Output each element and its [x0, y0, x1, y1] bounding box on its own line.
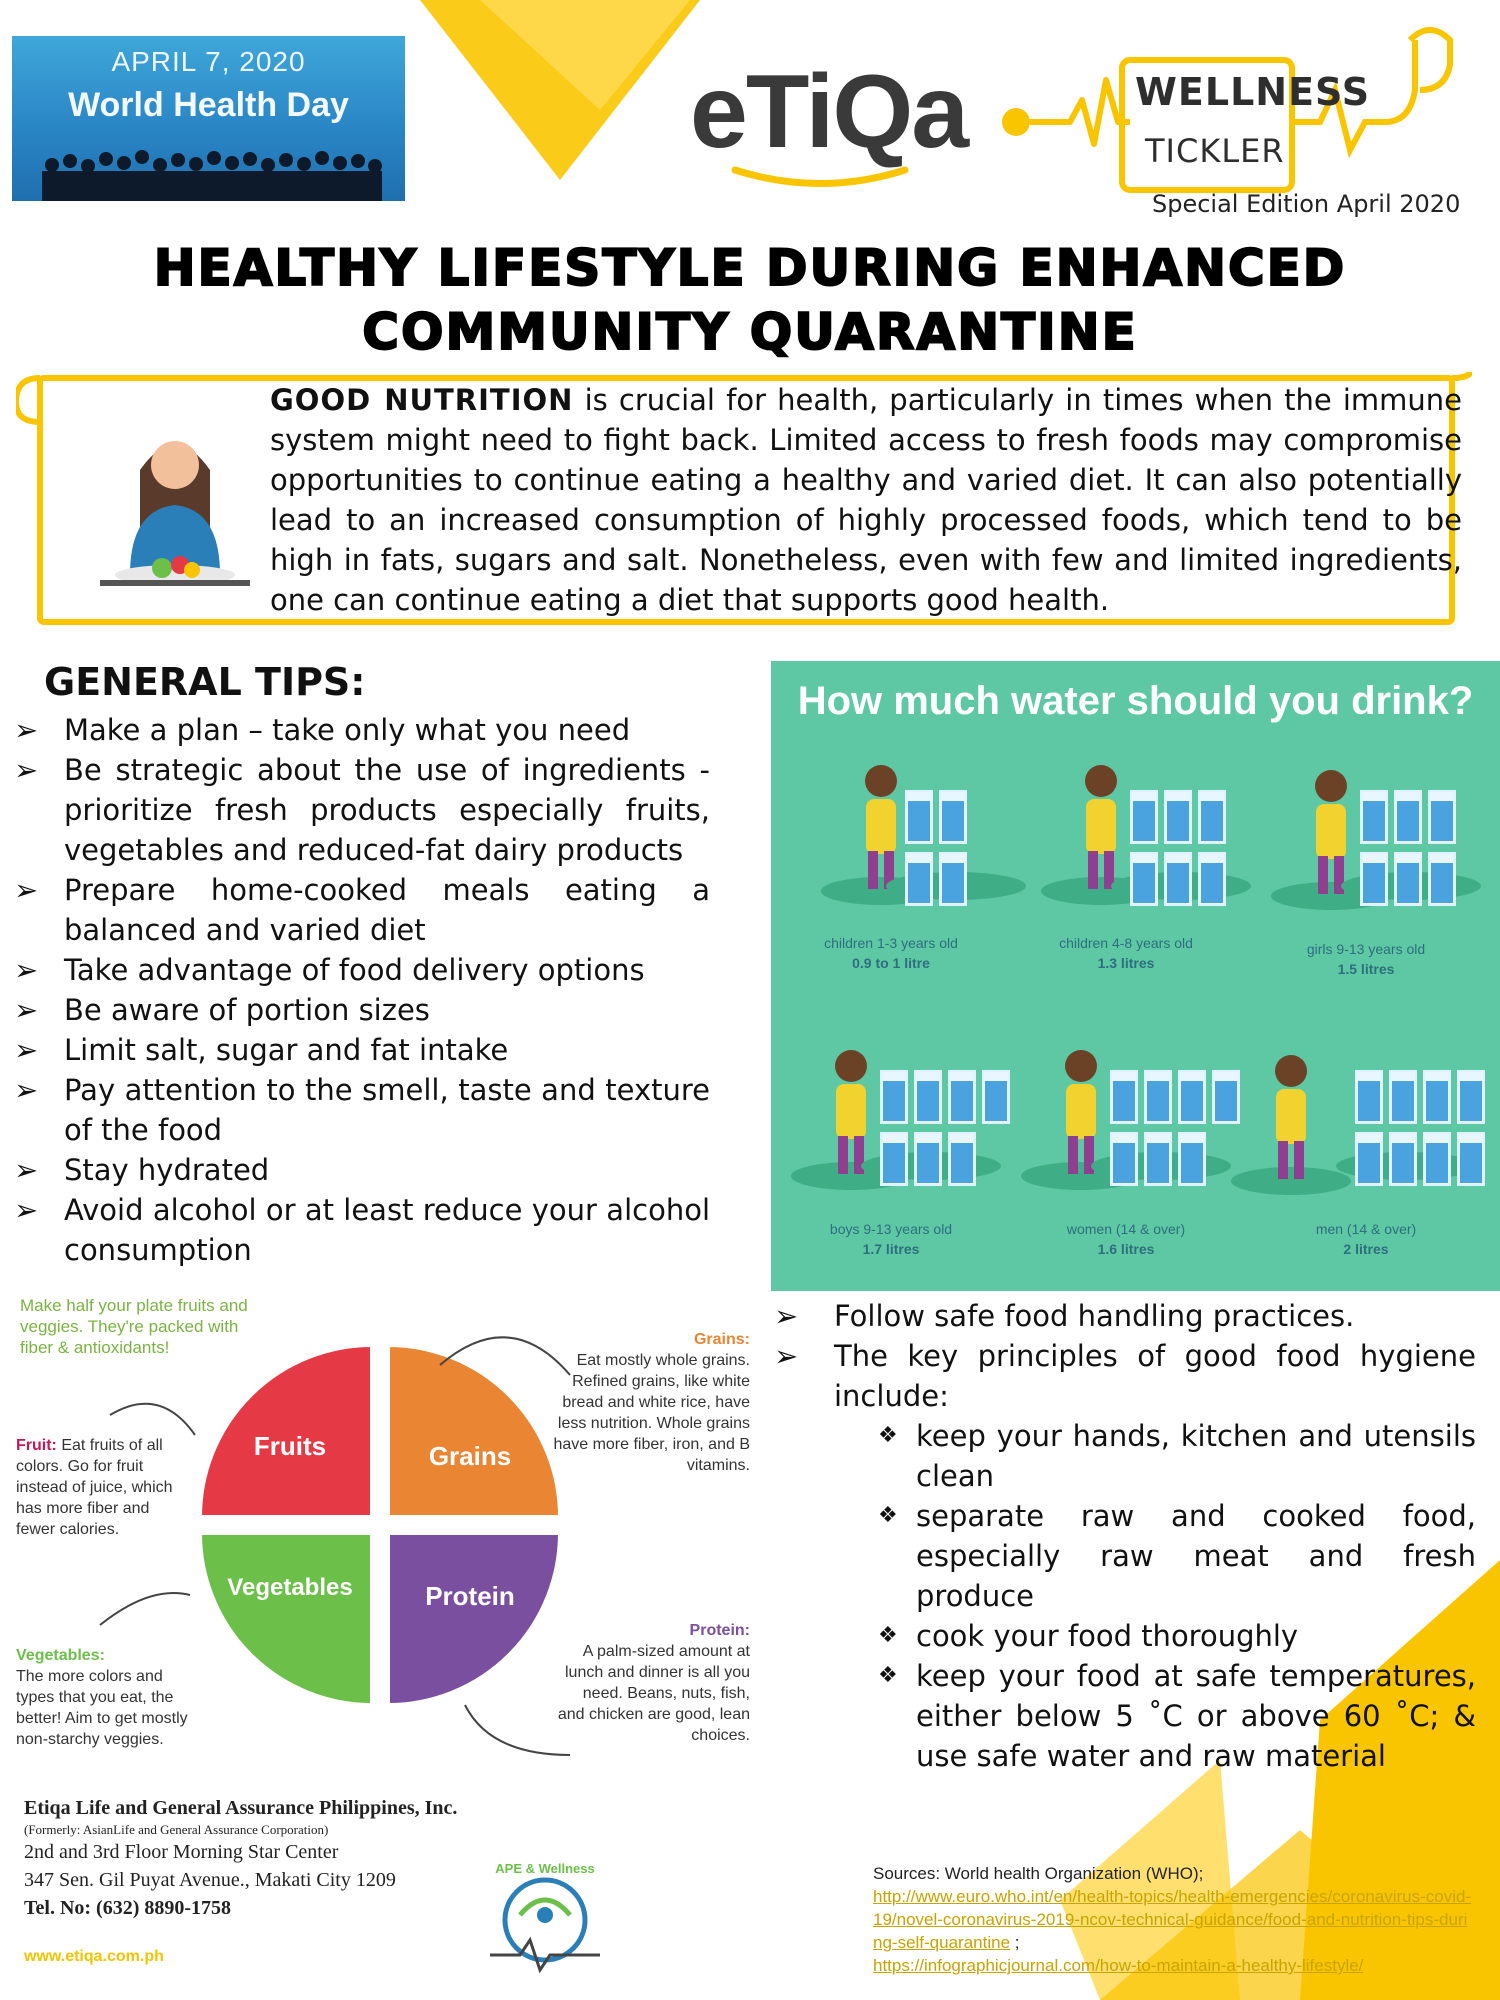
- website-link[interactable]: www.etiqa.com.ph: [24, 1948, 164, 1965]
- company-address-1: 2nd and 3rd Floor Morning Star Center: [24, 1841, 339, 1863]
- water-fill: [1358, 1143, 1380, 1183]
- diamond-bullet-icon: ❖: [878, 1503, 898, 1528]
- protein-note: Protein: A palm-sized amount at lunch and dinner is all you need. Beans, nuts, fish, and chicken are good, lean choices.: [557, 1622, 750, 1744]
- water-fill: [1426, 1143, 1448, 1183]
- water-fill: [1133, 863, 1155, 903]
- water-fill: [883, 1143, 905, 1183]
- company-name: Etiqa Life and General Assurance Philippines, Inc.: [24, 1797, 458, 1819]
- list-item: ➢ The key principles of good food hygiene include: ❖ keep your hands, kitchen and utensils clean ❖ separate raw and cooked food, especially raw meat and fresh produce ❖ cook your food thoroughly ❖ keep your food at safe temperatures, either below 5 ˚C or above 60 ˚C; & use safe water and raw material: [770, 1336, 1476, 1776]
- list-item: ➢ Prepare home-cooked meals eating a balanced and varied diet: [14, 870, 710, 950]
- person-leg-icon: [1278, 1141, 1288, 1179]
- arrow-bullet-icon: ➢: [14, 753, 39, 787]
- crowd-silhouette-icon: [42, 141, 382, 201]
- water-fill: [1181, 1143, 1203, 1183]
- edition-label: Special Edition April 2020: [1152, 190, 1461, 218]
- water-fill: [1201, 801, 1223, 841]
- infographic-source-link[interactable]: https://infographicjournal.com/how-to-maintain-a-healthy-lifestyle/: [873, 1956, 1364, 1975]
- water-fill: [1113, 1081, 1135, 1121]
- person-body-icon: [1316, 804, 1346, 859]
- person-body-icon: [1086, 799, 1116, 854]
- banner-title: World Health Day: [68, 86, 349, 124]
- person-leg-icon: [1318, 856, 1328, 894]
- person-head-icon: [835, 1050, 867, 1082]
- company-formerly: (Formerly: AsianLife and General Assurance Corporation): [24, 1822, 329, 1837]
- arrow-bullet-icon: ➢: [14, 713, 39, 747]
- who-source-link[interactable]: http://www.euro.who.int/en/health-topics/health-emergencies/coronavirus-covid-19/novel-coronavirus-2019-ncov-technical-guidance/food-and-nutrition-tips-during-self-quarantine: [873, 1887, 1472, 1952]
- water-fill: [1147, 1143, 1169, 1183]
- nutrition-body: is crucial for health, particularly in times when the immune system might need to fight back. Limited access to fresh foods may compromise opportunities to continue eating a healthy and varied diet. It can also potentially lead to an increased consumption of highly processed foods, which tend to be high in fats, sugars and salt. Nonetheless, even with few and limited ingredients, one can continue eating a diet that supports good health.: [270, 383, 1463, 617]
- water-fill: [1363, 863, 1385, 903]
- water-fill: [942, 801, 964, 841]
- fruits-label: Fruits: [253, 1431, 327, 1461]
- water-fill: [908, 801, 930, 841]
- list-item: ➢ Take advantage of food delivery options: [14, 950, 710, 990]
- person-head-icon: [1275, 1055, 1307, 1087]
- water-fill: [1397, 801, 1419, 841]
- person-body-icon: [1066, 1084, 1096, 1139]
- diamond-bullet-icon: ❖: [878, 1623, 898, 1648]
- woman-eating-salad-icon: [100, 410, 250, 590]
- arrow-bullet-icon: ➢: [14, 1033, 39, 1067]
- food-hygiene-list: [770, 1296, 1476, 1776]
- tickler-label: TICKLER: [1145, 132, 1285, 170]
- person-body-icon: [1276, 1089, 1306, 1144]
- water-fill: [1167, 863, 1189, 903]
- person-head-icon: [1315, 770, 1347, 802]
- water-fill: [917, 1143, 939, 1183]
- water-fill: [1167, 801, 1189, 841]
- water-fill: [1426, 1081, 1448, 1121]
- company-tel: Tel. No: (632) 8890-1758: [24, 1897, 232, 1919]
- list-item: ➢ Follow safe food handling practices.: [770, 1296, 1476, 1336]
- water-fill: [1431, 863, 1453, 903]
- vegetables-label: Vegetables: [227, 1574, 353, 1601]
- plate-top-note: Make half your plate fruits and veggies. They're packed with fiber & antioxidants!: [20, 1296, 248, 1357]
- person-leg-icon: [838, 1136, 848, 1174]
- person-head-icon: [865, 765, 897, 797]
- arrow-bullet-icon: ➢: [14, 993, 39, 1027]
- ape-wellness-logo: [480, 1855, 610, 1990]
- diamond-bullet-icon: ❖: [878, 1423, 898, 1448]
- water-fill: [908, 863, 930, 903]
- arrow-bullet-icon: ➢: [774, 1339, 799, 1373]
- title-line-2: COMMUNITY QUARANTINE: [362, 303, 1138, 361]
- list-item: ➢ Be strategic about the use of ingredients - prioritize fresh products especially fruits, vegetables and reduced-fat dairy products: [14, 750, 710, 870]
- water-fill: [1392, 1143, 1414, 1183]
- list-item: ➢ Limit salt, sugar and fat intake: [14, 1030, 710, 1070]
- sources-label: Sources: World health Organization (WHO);: [873, 1864, 1204, 1883]
- etiqa-logo: eTiQa: [690, 54, 968, 170]
- water-group-caption: girls 9-13 years old 1.5 litres: [1306, 941, 1426, 977]
- list-item: ❖ keep your hands, kitchen and utensils clean: [878, 1416, 1476, 1496]
- arrow-bullet-icon: ➢: [14, 1073, 39, 1107]
- water-fill: [1181, 1081, 1203, 1121]
- banner-date: APRIL 7, 2020: [111, 46, 306, 77]
- person-leg-icon: [1294, 1141, 1304, 1179]
- water-intake-infographic: [771, 661, 1500, 1291]
- list-item: ➢ Be aware of portion sizes: [14, 990, 710, 1030]
- ape-wellness-text: APE & Wellness: [495, 1861, 595, 1876]
- water-fill: [1460, 1081, 1482, 1121]
- general-tips-list: [14, 710, 710, 1270]
- person-leg-icon: [868, 851, 878, 889]
- water-fill: [942, 863, 964, 903]
- water-fill: [951, 1081, 973, 1121]
- person-leg-icon: [1088, 851, 1098, 889]
- person-head-icon: [1085, 765, 1117, 797]
- protein-label: Protein: [425, 1581, 515, 1611]
- curved-arrow-icon: [100, 1593, 190, 1625]
- arrow-bullet-icon: ➢: [14, 873, 39, 907]
- water-fill: [1431, 801, 1453, 841]
- person-body-icon: [836, 1084, 866, 1139]
- water-fill: [1358, 1081, 1380, 1121]
- title-line-1: HEALTHY LIFESTYLE DURING ENHANCED: [153, 239, 1347, 297]
- floor-shadow: [1231, 1167, 1351, 1195]
- list-item: ❖ separate raw and cooked food, especially raw meat and fresh produce: [878, 1496, 1476, 1616]
- list-item: ❖ keep your food at safe temperatures, either below 5 ˚C or above 60 ˚C; & use safe water and raw material: [878, 1656, 1476, 1776]
- curved-arrow-icon: [465, 1705, 570, 1755]
- person-head-icon: [1065, 1050, 1097, 1082]
- nutrition-lead: GOOD NUTRITION: [270, 383, 574, 417]
- list-item: ➢ Pay attention to the smell, taste and texture of the food: [14, 1070, 710, 1150]
- water-fill: [985, 1081, 1007, 1121]
- arrow-bullet-icon: ➢: [14, 1193, 39, 1227]
- diamond-bullet-icon: ❖: [878, 1663, 898, 1688]
- healthy-plate-diagram: [10, 1285, 760, 1775]
- arrow-bullet-icon: ➢: [14, 953, 39, 987]
- water-fill: [1147, 1081, 1169, 1121]
- water-group-caption: men (14 & over) 2 litres: [1315, 1221, 1417, 1257]
- arrow-bullet-icon: ➢: [774, 1299, 799, 1333]
- water-fill: [1397, 863, 1419, 903]
- water-fill: [1215, 1081, 1237, 1121]
- water-group-caption: children 4-8 years old 1.3 litres: [1059, 935, 1193, 971]
- water-fill: [951, 1143, 973, 1183]
- arrow-bullet-icon: ➢: [14, 1153, 39, 1187]
- water-fill: [883, 1081, 905, 1121]
- grains-label: Grains: [428, 1441, 512, 1471]
- water-fill: [917, 1081, 939, 1121]
- list-item: ❖ cook your food thoroughly: [878, 1616, 1476, 1656]
- company-address-2: 347 Sen. Gil Puyat Avenue., Makati City 1209: [24, 1869, 396, 1891]
- water-fill: [1460, 1143, 1482, 1183]
- sources-block: Sources: World health Organization (WHO); http://www.euro.who.int/en/health-topics/health-emergencies/coronavirus-covid-19/novel-coronavirus-2019-ncov-technical-guidance/food-and-nutrition-tips-during-self-quarantine ; https://infographicjournal.com/how-to-maintain-a-healthy-lifestyle/: [873, 1864, 1472, 1975]
- company-address: [24, 1794, 457, 1922]
- world-health-day-banner: [12, 36, 405, 201]
- wellness-label: WELLNESS: [1135, 70, 1371, 114]
- plate-arrows: [10, 1285, 760, 1775]
- water-fill: [1133, 801, 1155, 841]
- list-item: ➢ Stay hydrated: [14, 1150, 710, 1190]
- fruit-note: Fruit: Eat fruits of all colors. Go for fruit instead of juice, which has more fiber and fewer calories.: [16, 1437, 173, 1538]
- water-fill: [1363, 801, 1385, 841]
- logo-smile-icon: [730, 165, 910, 195]
- water-group-caption: boys 9-13 years old 1.7 litres: [829, 1221, 953, 1257]
- curved-arrow-icon: [110, 1404, 195, 1435]
- general-tips-heading: GENERAL TIPS:: [44, 660, 366, 704]
- hygiene-principles: [878, 1416, 1476, 1776]
- water-fill: [1201, 863, 1223, 903]
- nutrition-paragraph: [270, 380, 1462, 620]
- water-group-caption: women (14 & over) 1.6 litres: [1066, 1221, 1186, 1257]
- water-group-caption: children 1-3 years old 0.9 to 1 litre: [824, 935, 958, 971]
- list-item: ➢ Make a plan – take only what you need: [14, 710, 710, 750]
- grains-note: Grains: Eat mostly whole grains. Refined grains, like white bread and white rice, have less nutrition. Whole grains have more fiber, iron, and B vitamins.: [553, 1331, 750, 1474]
- person-leg-icon: [1068, 1136, 1078, 1174]
- page-title: [90, 236, 1410, 364]
- water-fill: [1392, 1081, 1414, 1121]
- vegetables-note: Vegetables: The more colors and types that you eat, the better! Aim to get mostly non-starchy veggies.: [16, 1647, 188, 1748]
- water-fill: [1113, 1143, 1135, 1183]
- curved-arrow-icon: [440, 1337, 570, 1375]
- person-body-icon: [866, 799, 896, 854]
- water-title: How much water should you drink?: [797, 679, 1474, 723]
- list-item: ➢ Avoid alcohol or at least reduce your alcohol consumption: [14, 1190, 710, 1270]
